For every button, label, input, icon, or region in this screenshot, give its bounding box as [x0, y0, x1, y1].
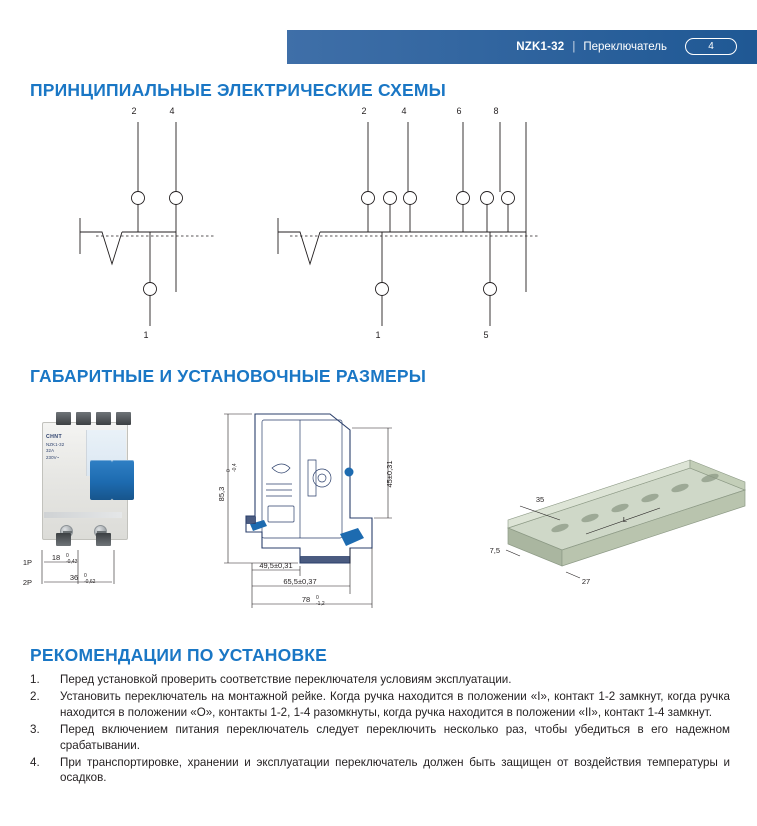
pole-width-2p: 36 [69, 573, 79, 582]
section-title-dimensions: ГАБАРИТНЫЕ И УСТАНОВОЧНЫЕ РАЗМЕРЫ [30, 366, 427, 386]
pole-width-2p-tol-bot: -0,62 [84, 579, 96, 585]
pole-label-2p: 2P [22, 578, 32, 587]
section-title-recommendations: РЕКОМЕНДАЦИИ ПО УСТАНОВКЕ [30, 645, 328, 665]
scheme-left-terminal-4: 4 [169, 106, 175, 116]
header-product-name: Переключатель [583, 40, 667, 53]
list-item [30, 689, 730, 720]
dim-depth-3: 78 [301, 595, 311, 604]
dim-total-height-tol-top: 0 [226, 469, 232, 472]
breaker-model: NZK1-32 [46, 441, 65, 447]
dim-total-height-tol-bot: -0,4 [232, 463, 238, 472]
scheme-right-terminal-6: 6 [456, 106, 462, 116]
dim-front-height: 45±0,31 [385, 460, 394, 488]
header-content [516, 38, 737, 55]
breaker-voltage: 230V~ [46, 455, 60, 461]
dimension-drawings [0, 398, 757, 623]
recommendations-list [30, 672, 730, 788]
breaker-current: 32A [46, 448, 55, 454]
header-model: NZK1-32 [516, 40, 565, 53]
dim-depth-3-tol-bot: -1,2 [316, 601, 325, 607]
page-header [0, 0, 757, 64]
header-separator: | [572, 40, 576, 53]
rail-length-mark: L [622, 515, 628, 524]
list-item-number: 3. [30, 723, 40, 737]
breaker-brand: CHNT [46, 434, 63, 440]
list-item [30, 672, 730, 687]
pole-label-1p: 1P [22, 558, 32, 567]
list-item [30, 722, 730, 753]
scheme-left-terminal-2: 2 [131, 106, 137, 116]
section-title-schemes: ПРИНЦИПИАЛЬНЫЕ ЭЛЕКТРИЧЕСКИЕ СХЕМЫ [30, 80, 447, 100]
rail-dim-thickness: 7,5 [489, 546, 500, 555]
rail-dim-depth: 27 [581, 577, 591, 586]
schematic-svg [0, 104, 757, 354]
rail-dim-width: 35 [535, 495, 545, 504]
din-rail-image [490, 460, 745, 586]
pole-width-1p-tol-bot: -0,43 [66, 559, 78, 565]
pole-width-1p-tol-top: 0 [66, 553, 69, 559]
list-item [30, 755, 730, 786]
dim-total-height: 85,3 [217, 486, 226, 502]
list-item-text: Установить переключатель на монтажной рейке. Когда ручка находится в положении «I», контакт 1-2 замкнут, когда ручка находится в положении «О», контакты 1-2, 1-4 разомкнуты, когда ручка находится в положении «II», контакт 1-4 замкнут. [60, 690, 730, 719]
dim-depth-3-tol-top: 0 [316, 595, 319, 601]
dim-depth-2: 65,5±0,37 [283, 577, 317, 586]
scheme-right-terminal-5: 5 [483, 330, 489, 340]
list-item-text: Перед включением питания переключатель следует переключить несколько раз, чтобы убедиться в его надежном срабатывании. [60, 723, 730, 752]
scheme-right-terminal-1: 1 [375, 330, 381, 340]
pole-width-1p: 18 [51, 553, 61, 562]
page-number-badge: 4 [685, 38, 737, 55]
pole-width-2p-tol-top: 0 [84, 573, 87, 579]
list-item-text: При транспортировке, хранении и эксплуатации переключатель должен быть защищен от воздействия температуры и осадков. [60, 756, 730, 785]
list-item-text: Перед установкой проверить соответствие переключателя условиям эксплуатации. [60, 673, 512, 686]
dim-depth-1: 49,5±0,31 [259, 561, 293, 570]
list-item-number: 2. [30, 690, 40, 704]
list-item-number: 1. [30, 673, 40, 686]
scheme-right-terminal-2: 2 [361, 106, 367, 116]
scheme-right-terminal-8: 8 [493, 106, 499, 116]
dimension-svg [0, 398, 757, 623]
scheme-left-terminal-1: 1 [143, 330, 149, 340]
scheme-right-terminal-4: 4 [401, 106, 407, 116]
schematic-diagrams [0, 104, 757, 354]
list-item-number: 4. [30, 756, 40, 770]
